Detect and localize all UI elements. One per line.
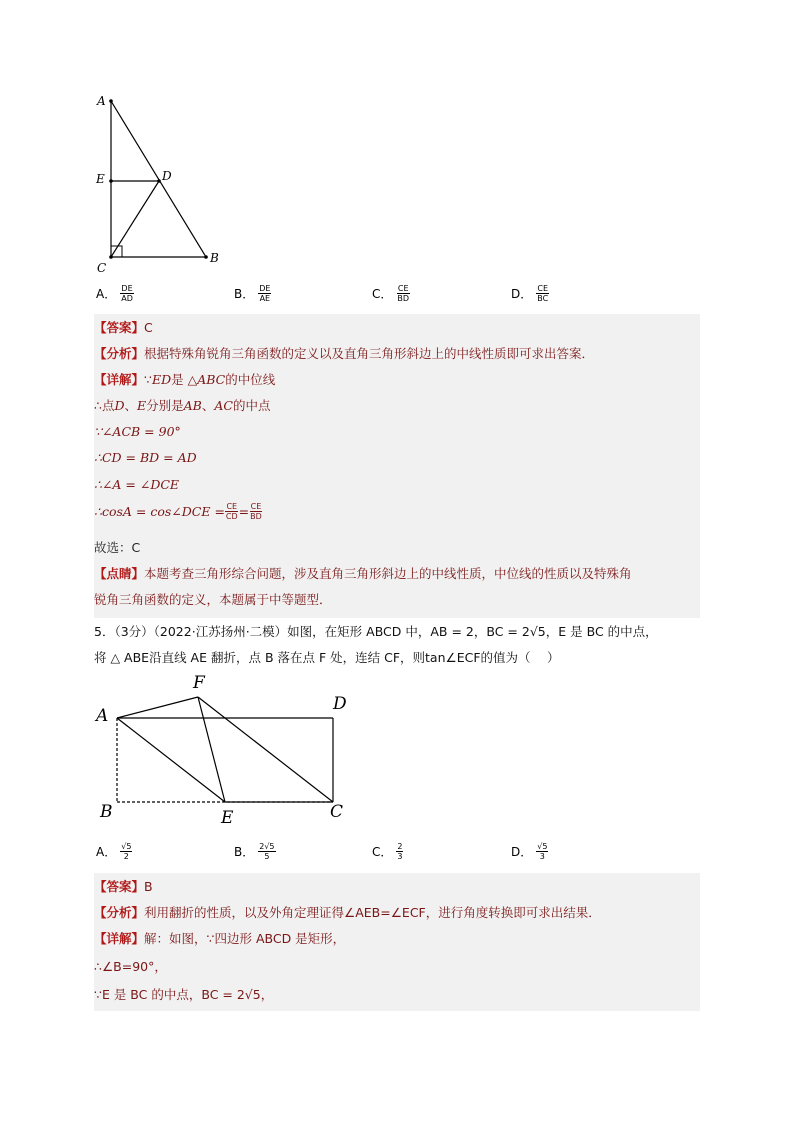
question-5-line-2: 将 △ ABE沿直线 AE 翻折，点 B 落在点 F 处，连结 CF，则tan∠ECF的值为（ ） bbox=[94, 650, 560, 665]
option-a[interactable] bbox=[96, 842, 132, 861]
option-letter: C． bbox=[372, 845, 393, 859]
label-d: D bbox=[333, 694, 347, 714]
analysis-line: 【分析】根据特殊角锐角三角函数的定义以及直角三角形斜边上的中线性质即可求出答案． bbox=[94, 346, 595, 361]
option-b[interactable] bbox=[234, 284, 271, 303]
answer-line: 【答案】B bbox=[94, 879, 153, 894]
step-line: ∴∠B=90°， bbox=[94, 959, 167, 974]
option-letter: D． bbox=[511, 287, 533, 301]
step-line: ∵∠ACB = 90° bbox=[94, 424, 181, 439]
option-letter: B． bbox=[234, 287, 255, 301]
option-letter: A． bbox=[96, 845, 117, 859]
label-d: D bbox=[162, 169, 172, 183]
fraction: $\frac{CE}{BD}$ bbox=[250, 502, 262, 521]
solution-block-q4 bbox=[94, 314, 700, 618]
solution-block-q5 bbox=[94, 873, 700, 1011]
label-a: A bbox=[97, 94, 106, 108]
fraction: $\frac{CE}{BD}$ bbox=[397, 284, 410, 303]
option-d[interactable] bbox=[511, 284, 549, 303]
fraction: $\frac{DE}{AE}$ bbox=[259, 284, 271, 303]
option-c[interactable] bbox=[372, 284, 410, 303]
option-letter: B． bbox=[234, 845, 255, 859]
step-line: ∴点D、E分别是AB、AC的中点 bbox=[94, 398, 271, 413]
comment-line-2: 锐角三角函数的定义，本题属于中等题型． bbox=[94, 592, 332, 607]
step-line: ∴∠A = ∠DCE bbox=[94, 477, 180, 492]
label-c: C bbox=[330, 802, 344, 822]
step-line-cos: ∴cosA = cos∠DCE = $\frac{CE}{CD}$ = $\frac{CE}{BD}$ bbox=[94, 502, 262, 521]
fraction: $\frac{CE}{CD}$ bbox=[225, 502, 238, 521]
comment-line: 【点睛】本题考查三角形综合问题，涉及直角三角形斜边上的中线性质，中位线的性质以及特殊角 bbox=[94, 566, 632, 581]
label-e: E bbox=[96, 172, 105, 186]
step-line: ∴CD = BD = AD bbox=[94, 450, 197, 465]
label-b: B bbox=[100, 802, 113, 822]
label-e: E bbox=[221, 808, 234, 828]
fraction: $\frac{DE}{AD}$ bbox=[121, 284, 133, 303]
triangle-figure bbox=[90, 90, 230, 275]
label-f: F bbox=[193, 673, 205, 693]
label-a: A bbox=[96, 706, 109, 726]
choose-line: 故选：C bbox=[94, 540, 141, 555]
label-c: C bbox=[97, 261, 107, 275]
analysis-line: 【分析】利用翻折的性质，以及外角定理证得∠AEB=∠ECF，进行角度转换即可求出结果． bbox=[94, 905, 601, 920]
fraction: $\frac{2}{3}$ bbox=[397, 842, 403, 861]
fraction: $\frac{√5}{3}$ bbox=[537, 842, 548, 861]
answer-line: 【答案】C bbox=[94, 320, 153, 335]
option-a[interactable] bbox=[96, 284, 134, 303]
question-5-line-1: 5．（3分）（2022·江苏扬州·二模）如图，在矩形 ABCD 中，AB = 2，BC = 2√5，E 是 BC 的中点， bbox=[94, 624, 658, 639]
label-b: B bbox=[210, 251, 219, 265]
fraction: $\frac{CE}{BC}$ bbox=[537, 284, 549, 303]
option-c[interactable] bbox=[372, 842, 403, 861]
option-b[interactable] bbox=[234, 842, 276, 861]
option-d[interactable] bbox=[511, 842, 548, 861]
fraction: $\frac{2√5}{5}$ bbox=[259, 842, 275, 861]
option-letter: A． bbox=[96, 287, 117, 301]
fraction: $\frac{√5}{2}$ bbox=[121, 842, 132, 861]
step-line: ∵E 是 BC 的中点，BC = 2√5， bbox=[94, 987, 274, 1002]
option-letter: D． bbox=[511, 845, 533, 859]
option-letter: C． bbox=[372, 287, 393, 301]
detail-line: 【详解】∵ED是 △ABC的中位线 bbox=[94, 372, 276, 387]
detail-line: 【详解】解：如图，∵四边形 ABCD 是矩形， bbox=[94, 931, 346, 946]
